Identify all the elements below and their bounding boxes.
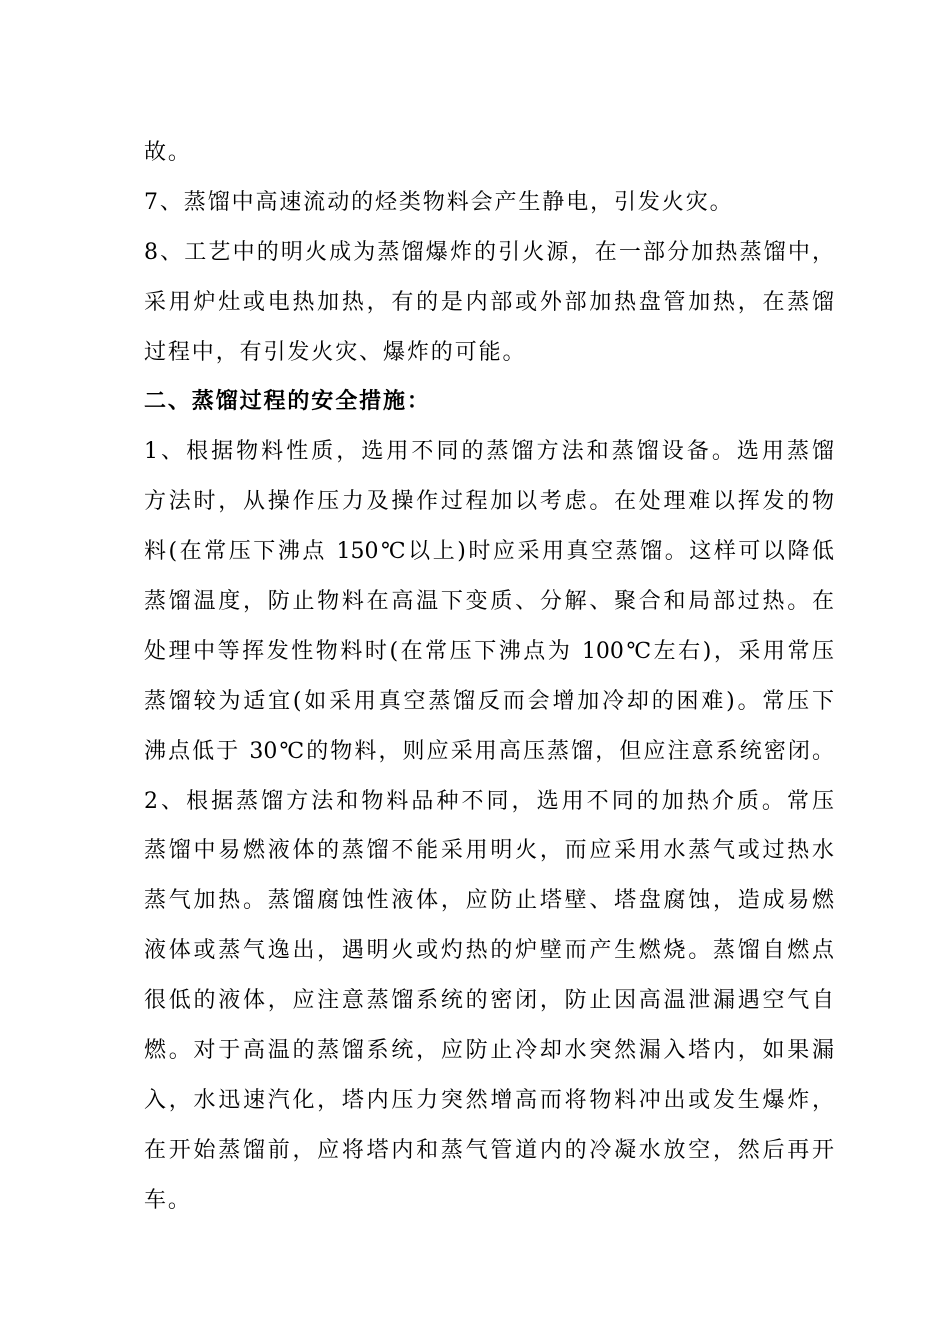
text-line: 1、根据物料性质，选用不同的蒸馏方法和蒸馏设备。选用蒸馏 <box>144 439 834 465</box>
text-line: 蒸气加热。蒸馏腐蚀性液体，应防止塔壁、塔盘腐蚀，造成易燃 <box>144 888 834 914</box>
text-line: 过程中，有引发火灾、爆炸的可能。 <box>144 339 527 365</box>
text-line: 在开始蒸馏前，应将塔内和蒸气管道内的冷凝水放空，然后再开 <box>144 1137 834 1163</box>
text-line: 料(在常压下沸点 150℃以上)时应采用真空蒸馏。这样可以降低 <box>144 539 834 565</box>
text-line: 方法时，从操作压力及操作过程加以考虑。在处理难以挥发的物 <box>144 489 834 515</box>
section-heading: 二、蒸馏过程的安全措施： <box>144 389 431 415</box>
document-body <box>144 128 834 1226</box>
text-line: 很低的液体，应注意蒸馏系统的密闭，防止因高温泄漏遇空气自 <box>144 988 834 1014</box>
text-line: 故。 <box>144 140 192 165</box>
text-line: 采用炉灶或电热加热，有的是内部或外部加热盘管加热，在蒸馏 <box>144 289 834 315</box>
text-line: 2、根据蒸馏方法和物料品种不同，选用不同的加热介质。常压 <box>144 788 834 814</box>
text-line: 蒸馏温度，防止物料在高温下变质、分解、聚合和局部过热。在 <box>144 589 834 615</box>
text-line: 7、蒸馏中高速流动的烃类物料会产生静电，引发火灾。 <box>144 189 734 215</box>
text-line: 车。 <box>144 1187 192 1213</box>
text-line: 液体或蒸气逸出，遇明火或灼热的炉壁而产生燃烧。蒸馏自燃点 <box>144 938 834 964</box>
text-line: 8、工艺中的明火成为蒸馏爆炸的引火源，在一部分加热蒸馏中， <box>144 239 834 265</box>
text-line: 燃。对于高温的蒸馏系统，应防止冷却水突然漏入塔内，如果漏 <box>144 1038 834 1064</box>
text-line: 处理中等挥发性物料时(在常压下沸点为 100℃左右)，采用常压 <box>144 638 834 664</box>
text-line: 沸点低于 30℃的物料，则应采用高压蒸馏，但应注意系统密闭。 <box>144 738 834 764</box>
text-line: 蒸馏中易燃液体的蒸馏不能采用明火，而应采用水蒸气或过热水 <box>144 838 834 864</box>
text-line: 蒸馏较为适宜(如采用真空蒸馏反而会增加冷却的困难)。常压下 <box>144 688 834 714</box>
text-line: 入，水迅速汽化，塔内压力突然增高而将物料冲出或发生爆炸， <box>144 1087 834 1113</box>
